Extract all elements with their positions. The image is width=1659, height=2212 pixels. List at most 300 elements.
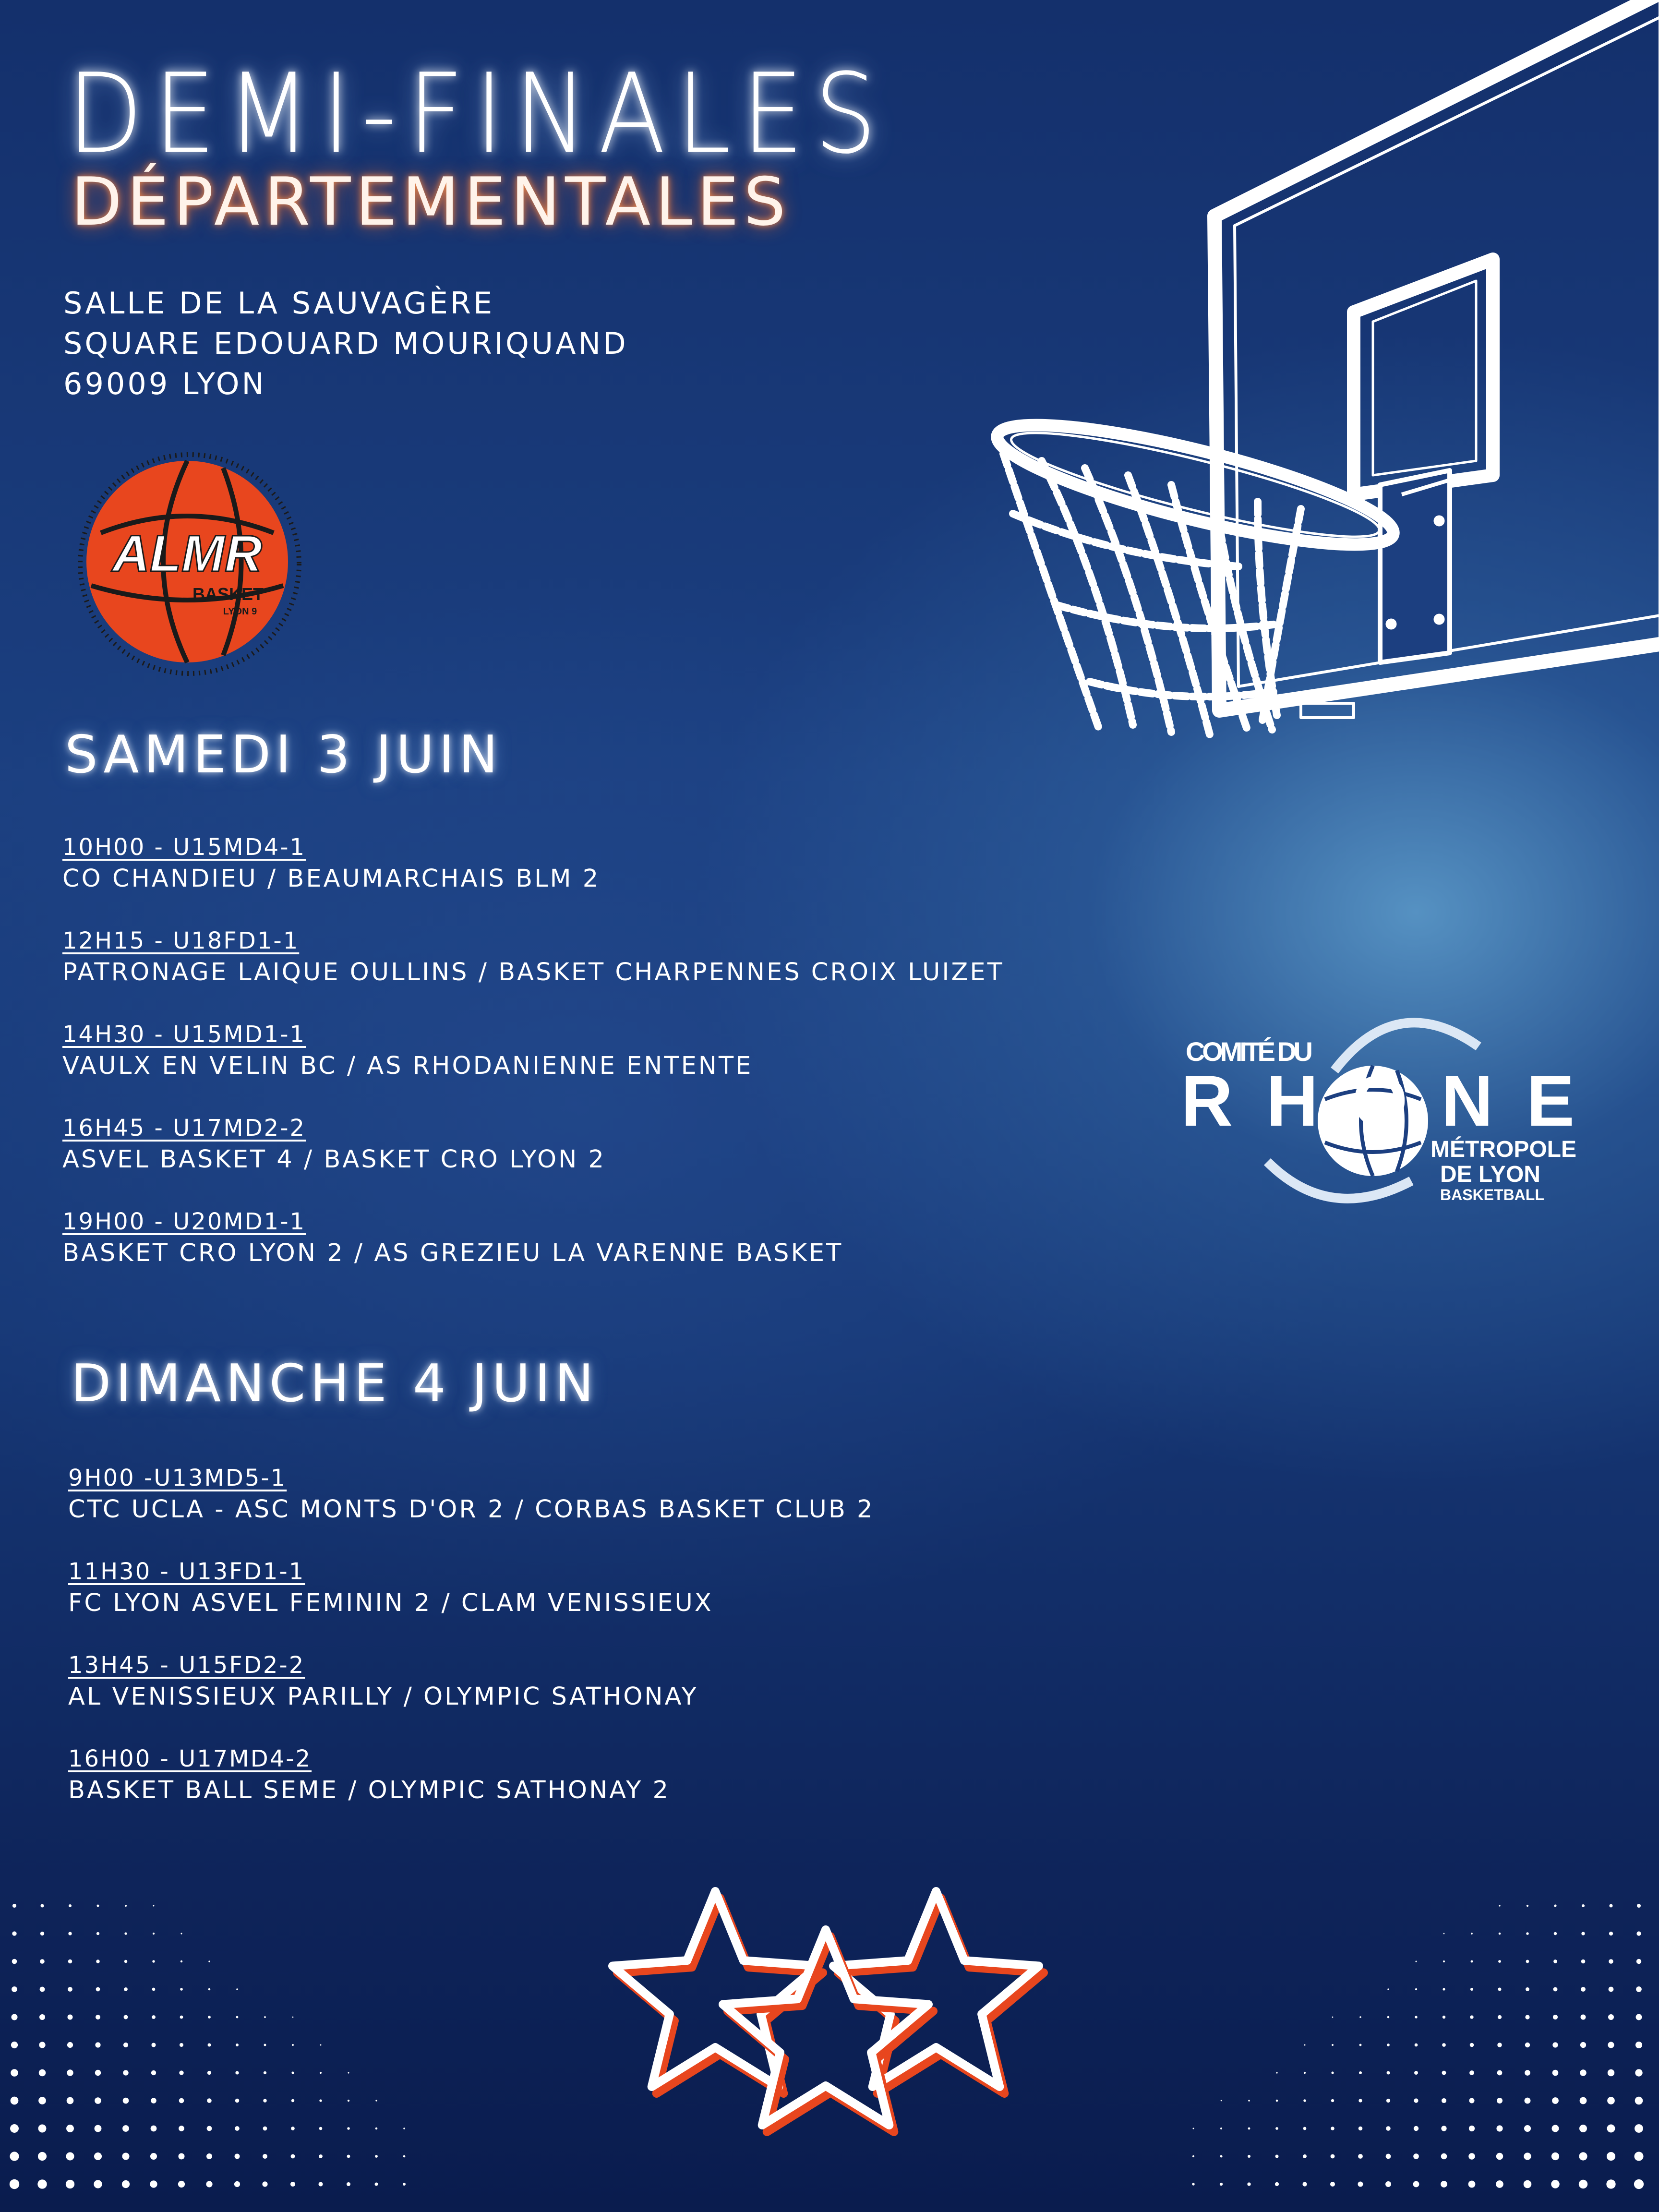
dot (1609, 1959, 1613, 1963)
dot (1606, 2179, 1615, 2188)
dot (1607, 2097, 1615, 2104)
dot (1358, 2127, 1363, 2131)
dot (1247, 2182, 1250, 2186)
dot (125, 1905, 127, 1907)
dot (1496, 2153, 1503, 2160)
dot (1526, 1932, 1528, 1935)
dot (1358, 2099, 1362, 2102)
dot (1192, 2155, 1194, 2157)
dot (1469, 2098, 1474, 2103)
dot (1387, 2016, 1390, 2019)
dot (1304, 2072, 1306, 2074)
dot (1331, 2071, 1334, 2074)
dot (1552, 2070, 1559, 2076)
dot (1635, 2124, 1643, 2133)
dot (1608, 2042, 1614, 2048)
dot (68, 1960, 72, 1964)
dot (403, 2183, 406, 2186)
match-code: 16H00 - U17MD4-2 (68, 1745, 312, 1772)
dot (68, 1932, 72, 1935)
dot (66, 2152, 74, 2160)
dot (1221, 2100, 1222, 2102)
dot (235, 2071, 239, 2074)
address-line: SALLE DE LA SAUVAGÈRE (63, 286, 495, 321)
dot (264, 2044, 266, 2046)
dot (151, 2070, 156, 2075)
dot (1359, 2016, 1361, 2018)
dot (11, 2014, 17, 2020)
match-item (62, 926, 1004, 989)
dot (1580, 2042, 1586, 2048)
match-code: 10H00 - U15MD4-1 (62, 834, 306, 861)
dot (262, 2181, 267, 2187)
dot (348, 2072, 349, 2073)
dot (179, 2126, 184, 2131)
dot (1499, 1905, 1500, 1906)
match-teams: VAULX EN VELIN BC / AS RHODANIENNE ENTENTE (62, 1052, 753, 1080)
dot (374, 2182, 378, 2186)
dot (1386, 2099, 1390, 2103)
dot (208, 1960, 210, 1962)
dot (1192, 2183, 1194, 2185)
dot (180, 2016, 183, 2019)
dot (206, 2153, 212, 2159)
dot (1471, 1933, 1473, 1935)
dot (152, 1988, 156, 1991)
dot (67, 2069, 73, 2076)
comite-logo-line5: BASKETBALL (1440, 1186, 1544, 1203)
dot (1552, 2097, 1559, 2104)
match-item (68, 1463, 874, 1526)
dot (1553, 2015, 1558, 2020)
dot (347, 2127, 350, 2130)
comite-logo-line3: MÉTROPOLE (1431, 1137, 1577, 1162)
dot (1579, 2125, 1587, 2132)
dot (124, 2015, 128, 2020)
dot (1248, 2100, 1250, 2102)
dot (1554, 1932, 1557, 1935)
dot (180, 2043, 183, 2047)
dot (94, 2180, 102, 2188)
dot (1526, 1960, 1529, 1963)
dot (1580, 2069, 1586, 2076)
dot (1468, 2153, 1475, 2159)
dot (1470, 2043, 1474, 2047)
match-item (62, 1019, 753, 1082)
dot (208, 2016, 211, 2019)
dot (1303, 2099, 1306, 2102)
dot (263, 2099, 266, 2102)
dot (95, 2042, 100, 2047)
dot (375, 2100, 377, 2101)
dot (403, 2128, 405, 2129)
dot (151, 2043, 156, 2047)
dot (152, 1960, 155, 1962)
dot (39, 2042, 45, 2048)
dot (1634, 2152, 1643, 2161)
dot (1607, 2152, 1615, 2161)
dot (1414, 2071, 1418, 2075)
dot (40, 1932, 44, 1936)
dot (1525, 2043, 1530, 2047)
dot (1275, 2182, 1279, 2186)
dot (123, 2043, 128, 2047)
match-code: 12H15 - U18FD1-1 (62, 927, 300, 954)
dot (235, 2099, 239, 2103)
dot (123, 2070, 128, 2075)
dot (1524, 2152, 1531, 2160)
dot (347, 2155, 350, 2158)
dot (152, 2015, 156, 2019)
dot (375, 2128, 378, 2130)
dot (1608, 2069, 1614, 2076)
dot (11, 2042, 18, 2048)
dot (235, 2154, 240, 2159)
dot (1580, 2014, 1586, 2020)
dot (1471, 1960, 1473, 1963)
dot (10, 2124, 19, 2133)
dot (124, 1960, 127, 1963)
dot (1636, 1959, 1641, 1964)
dot (1387, 1988, 1389, 1990)
dot (1609, 1987, 1614, 1992)
dot (11, 2097, 19, 2105)
dot (122, 2152, 129, 2160)
dot (1526, 1987, 1529, 1991)
dot (291, 2127, 295, 2130)
match-teams: CTC UCLA - ASC MONTS D'OR 2 / CORBAS BASKET CLUB 2 (68, 1495, 875, 1524)
dot (40, 1959, 45, 1964)
dot (66, 2125, 74, 2132)
dot (178, 2181, 185, 2188)
dot (264, 2016, 266, 2018)
dot (1331, 2099, 1334, 2102)
dot (1386, 2126, 1390, 2130)
dot (1581, 1932, 1585, 1935)
dot (95, 2125, 102, 2132)
dot (179, 2070, 183, 2075)
dot (96, 1987, 100, 1992)
dot (1554, 1904, 1556, 1907)
match-teams: PATRONAGE LAIQUE OULLINS / BASKET CHARPENNES CROIX LUIZET (62, 958, 1004, 986)
dot (1415, 1988, 1417, 1990)
dot (207, 2098, 211, 2103)
dot (180, 1933, 182, 1934)
dot (96, 1904, 99, 1907)
dot (291, 2099, 294, 2102)
dot (1551, 2125, 1559, 2132)
dot (207, 2126, 212, 2131)
dot (1248, 2155, 1250, 2158)
match-code: 16H45 - U17MD2-2 (62, 1115, 306, 1142)
dot (1358, 2154, 1363, 2159)
dot (1276, 2072, 1277, 2073)
comite-logo (1171, 1003, 1584, 1234)
dot (122, 2180, 130, 2188)
club-logo (72, 449, 312, 689)
dot (1441, 2126, 1446, 2131)
dot (153, 1933, 155, 1935)
club-logo-city: LYON 9 (223, 606, 257, 617)
dot (1220, 2128, 1222, 2129)
dot (10, 2179, 19, 2189)
dot (291, 2071, 294, 2074)
dot (403, 2155, 406, 2158)
dot (122, 2125, 129, 2132)
dot (1635, 2069, 1642, 2076)
dot (1579, 2152, 1587, 2160)
dot (1443, 1988, 1445, 1990)
dot (150, 2180, 157, 2188)
dot (1525, 2015, 1529, 2019)
dot (1579, 2180, 1587, 2188)
dot (1330, 2182, 1335, 2187)
dot (12, 1904, 16, 1908)
match-item (68, 1556, 713, 1620)
dot (1413, 2181, 1419, 2188)
dot (236, 2016, 239, 2019)
match-code: 13H45 - U15FD2-2 (68, 1652, 305, 1679)
dot (10, 2152, 19, 2161)
dot (1303, 2127, 1307, 2130)
dot-pattern-left (0, 1891, 432, 2208)
dot (180, 1960, 182, 1962)
dot (1497, 2043, 1502, 2047)
dot (1607, 2125, 1615, 2133)
dot (1358, 2182, 1363, 2187)
dot (1524, 2180, 1532, 2188)
dot (1332, 2017, 1334, 2018)
dot (1220, 2155, 1222, 2157)
dot (1635, 2042, 1642, 2048)
match-code: 11H30 - U13FD1-1 (68, 1558, 305, 1585)
dot (319, 2099, 322, 2102)
dot (1441, 2153, 1447, 2160)
dot (1468, 2181, 1476, 2188)
dot-pattern-right (1179, 1891, 1659, 2208)
dot (264, 2071, 266, 2074)
match-code: 14H30 - U15MD1-1 (62, 1021, 306, 1048)
dot (123, 2098, 129, 2104)
dot (38, 2097, 46, 2104)
dot (235, 2126, 240, 2131)
match-item (68, 1650, 698, 1713)
dot (1497, 2098, 1503, 2104)
dot (1637, 1904, 1641, 1908)
dot (1275, 2127, 1278, 2130)
match-code: 19H00 - U20MD1-1 (62, 1208, 306, 1235)
dot (1551, 2152, 1559, 2160)
dot (1582, 1904, 1585, 1907)
match-teams: CO CHANDIEU / BEAUMARCHAIS BLM 2 (62, 865, 601, 893)
comite-logo-line4: DE LYON (1440, 1162, 1540, 1187)
dot (1331, 2154, 1335, 2159)
dot (320, 2044, 322, 2046)
stars-decoration (605, 1887, 1066, 2155)
dot (1580, 2097, 1587, 2104)
club-logo-text: ALMR (112, 524, 262, 582)
dot (1469, 2126, 1475, 2131)
dot (1442, 2071, 1446, 2075)
dot (94, 2152, 102, 2160)
dot (1276, 2100, 1278, 2102)
dot (1415, 1960, 1417, 1962)
dot (1415, 2016, 1417, 2018)
dot (1636, 1931, 1641, 1936)
dot (96, 1960, 99, 1963)
dot (1527, 1905, 1528, 1907)
comite-logo-line1: COMITÉ DU (1186, 1036, 1313, 1067)
dot (180, 1988, 183, 1991)
dot (1442, 2043, 1446, 2047)
dot (1442, 2098, 1446, 2103)
dot (1553, 1987, 1558, 1992)
dot (1552, 2042, 1558, 2047)
dot (39, 2014, 45, 2020)
dot (206, 2181, 212, 2187)
dot (1443, 1960, 1445, 1962)
dot (1635, 2097, 1643, 2105)
dot (179, 2153, 185, 2160)
dot (1359, 2071, 1362, 2074)
day-heading-sunday: DIMANCHE 4 JUIN (71, 1354, 599, 1414)
dot (1443, 2016, 1445, 2019)
day-heading-saturday: SAMEDI 3 JUIN (65, 725, 503, 785)
dot (124, 1932, 127, 1935)
dot (1443, 1933, 1445, 1935)
dot (1387, 2044, 1390, 2046)
dot (1498, 1987, 1501, 1991)
dot (11, 2069, 18, 2076)
match-item (62, 832, 600, 895)
match-item (62, 1206, 843, 1270)
dot (236, 1988, 238, 1990)
dot (40, 1904, 44, 1907)
dot (1497, 2070, 1503, 2076)
dot (1496, 2180, 1503, 2188)
dot (1331, 2127, 1334, 2130)
dot (96, 2015, 100, 2020)
dot (151, 2126, 157, 2132)
dot (1415, 2044, 1418, 2047)
dot (1634, 2179, 1644, 2189)
dot (1302, 2182, 1307, 2186)
dot (1386, 2154, 1391, 2159)
dot (40, 1987, 45, 1992)
dot (150, 2153, 157, 2160)
dot (1387, 2071, 1390, 2075)
dot (67, 2042, 73, 2048)
dot (1636, 2014, 1642, 2020)
dot (236, 2044, 239, 2046)
venue-address (63, 283, 628, 404)
dot (1551, 2180, 1559, 2188)
dot (95, 2097, 101, 2104)
dot (1581, 1987, 1586, 1992)
club-logo-subtext: BASKET (192, 584, 264, 604)
dot (12, 1986, 17, 1992)
dot (1470, 1988, 1473, 1991)
dot (1332, 2044, 1334, 2046)
dot (290, 2182, 295, 2187)
dot (1525, 2098, 1531, 2104)
match-teams: ASVEL BASKET 4 / BASKET CRO LYON 2 (62, 1145, 606, 1174)
dot (263, 2127, 267, 2131)
dot (1581, 1960, 1586, 1964)
dot (38, 2125, 47, 2133)
dot (234, 2181, 240, 2187)
page-subtitle: DÉPARTEMENTALES (71, 163, 791, 240)
match-teams: BASKET BALL SEME / OLYMPIC SATHONAY 2 (68, 1776, 670, 1804)
dot (348, 2100, 349, 2102)
dot (1499, 1933, 1501, 1935)
dot (37, 2179, 47, 2188)
dot (12, 1959, 17, 1964)
dot (68, 2015, 73, 2020)
dot (1498, 1960, 1501, 1963)
dot (67, 2097, 74, 2104)
address-line: 69009 LYON (63, 366, 266, 401)
dot (1275, 2155, 1279, 2158)
match-item (68, 1743, 670, 1807)
dot (1359, 2044, 1362, 2046)
dot (96, 1932, 99, 1935)
dot (1524, 2125, 1531, 2132)
dot (1413, 2153, 1419, 2159)
dot (1414, 2126, 1419, 2131)
dot (1498, 2015, 1502, 2019)
dot (208, 1988, 211, 1991)
page-title: DEMI-FINALES (67, 50, 888, 179)
dot (1193, 2128, 1194, 2129)
dot (347, 2182, 350, 2186)
address-line: SQUARE EDOUARD MOURIQUAND (63, 326, 628, 361)
dot (263, 2154, 267, 2159)
dot (1220, 2183, 1223, 2186)
dot (1525, 2070, 1530, 2076)
dot (1248, 2128, 1250, 2130)
comite-logo-line2: RHONE (1181, 1060, 1575, 1141)
dot (292, 2017, 294, 2018)
dot (207, 2071, 211, 2075)
dot (124, 1987, 128, 1991)
dot (1470, 2015, 1473, 2019)
match-item (62, 1113, 606, 1176)
dot (1636, 1986, 1642, 1992)
dot (375, 2155, 378, 2158)
dot (1608, 2014, 1614, 2020)
dot (1609, 1932, 1613, 1936)
match-teams: FC LYON ASVEL FEMININ 2 / CLAM VENISSIEUX (68, 1589, 713, 1617)
dot (151, 2098, 156, 2104)
dot (66, 2180, 74, 2188)
dot (68, 1987, 72, 1992)
basketball-hoop-icon (970, 0, 1642, 778)
dot (291, 2154, 295, 2159)
dot (1469, 2070, 1474, 2075)
dot (39, 2069, 46, 2076)
match-teams: BASKET CRO LYON 2 / AS GREZIEU LA VARENNE BASKET (62, 1239, 843, 1267)
dot (318, 2182, 323, 2186)
dot (1304, 2044, 1306, 2046)
match-teams: AL VENISSIEUX PARILLY / OLYMPIC SATHONAY (68, 1683, 698, 1711)
dot (292, 2044, 294, 2046)
dot (12, 1931, 16, 1936)
dot (319, 2127, 323, 2130)
match-code: 9H00 -U13MD5-1 (68, 1465, 287, 1491)
dot (1414, 2098, 1418, 2103)
dot (95, 2070, 101, 2076)
